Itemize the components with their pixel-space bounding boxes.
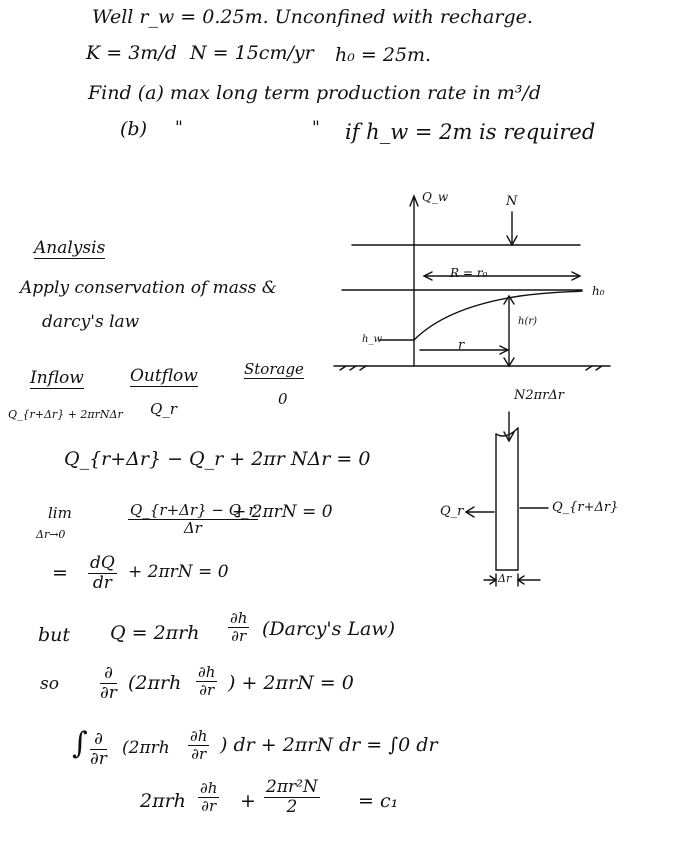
problem-part-b-label: (b) xyxy=(120,118,147,140)
limit-subscript: Δr→0 xyxy=(36,528,66,541)
darcy-denominator: ∂r xyxy=(231,626,247,645)
label-hw: h_w xyxy=(362,334,382,345)
inner-derivative-numerator: ∂h xyxy=(198,663,216,681)
drawdown-curve xyxy=(414,291,582,340)
label-qw: Q_w xyxy=(422,190,449,204)
equation-6-rest: ) dr + 2πrN dr = ∫0 dr xyxy=(220,734,438,756)
storage-heading: Storage xyxy=(244,360,304,378)
analysis-title: Analysis xyxy=(34,238,106,258)
problem-line-1: Well r_w = 0.25m. Unconfined with recharge. xyxy=(92,6,533,28)
analysis-line-1: Apply conservation of mass & xyxy=(20,278,277,298)
label-r-equals-r0: R = r₀ xyxy=(450,266,488,280)
equation-5-middle: (2πrh xyxy=(128,672,182,694)
inflow-value: Q_{r+Δr} + 2πrNΔr xyxy=(8,408,123,421)
problem-part-b-text: if h_w = 2m is required xyxy=(345,120,596,144)
problem-h0-value: h₀ = 25m. xyxy=(335,44,432,66)
equation-6-middle: (2πrh xyxy=(122,738,170,758)
equation-7-lhs: 2πrh xyxy=(140,790,186,812)
storage-value: 0 xyxy=(278,390,288,408)
but-label: but xyxy=(38,624,71,646)
equals-sign: = xyxy=(52,562,68,584)
integral-inner-numerator: ∂h xyxy=(190,727,208,745)
outer-derivative-numerator: ∂ xyxy=(100,664,117,684)
integral-derivative-denominator: ∂r xyxy=(90,748,107,769)
equation-5-rest: ) + 2πrN = 0 xyxy=(228,672,354,694)
equation-3-rest: + 2πrN = 0 xyxy=(128,562,229,582)
equation-7-derivative-numerator: ∂h xyxy=(200,779,218,797)
problem-k-value: K = 3m/d xyxy=(86,42,177,64)
label-qr: Q_r xyxy=(440,504,464,519)
analysis-line-2: darcy's law xyxy=(42,312,140,332)
problem-n-value: N = 15cm/yr xyxy=(190,42,314,64)
integral-sign: ∫ xyxy=(72,726,88,761)
outer-derivative-denominator: ∂r xyxy=(100,682,117,703)
label-n2pir-dr: N2πrΔr xyxy=(514,388,565,403)
limit-fraction-denominator: Δr xyxy=(183,518,202,537)
outflow-value: Q_r xyxy=(150,400,177,418)
limit-label: lim xyxy=(48,504,72,522)
recharge-numerator: 2πr²N xyxy=(266,777,318,797)
darcy-lhs: Q = 2πrh xyxy=(110,622,200,644)
darcy-numerator: ∂h xyxy=(230,609,248,627)
label-n: N xyxy=(506,194,518,209)
limit-rest: + 2πrN = 0 xyxy=(232,502,333,522)
label-r: r xyxy=(458,338,465,353)
ditto-mark-2: " xyxy=(312,118,320,138)
outflow-heading: Outflow xyxy=(130,366,198,386)
plus-sign: + xyxy=(240,790,256,812)
label-h0: h₀ xyxy=(592,284,605,298)
limit-fraction-numerator: Q_{r+Δr} − Q_r xyxy=(130,501,256,519)
so-label: so xyxy=(40,674,59,694)
integral-derivative-numerator: ∂ xyxy=(90,730,107,750)
inner-derivative-denominator: ∂r xyxy=(199,680,215,699)
label-dr: Δr xyxy=(498,572,512,585)
equation-7-rest: = c₁ xyxy=(358,790,399,812)
darcy-law-note: (Darcy's Law) xyxy=(262,618,396,640)
integral-inner-denominator: ∂r xyxy=(191,744,207,763)
dq-numerator: dQ xyxy=(90,553,115,573)
recharge-denominator: 2 xyxy=(286,796,298,817)
label-qr-plus-dr: Q_{r+Δr} xyxy=(552,500,619,515)
equation-7-derivative-denominator: ∂r xyxy=(201,796,217,815)
problem-line-3: Find (a) max long term production rate in m³/d xyxy=(88,82,541,104)
ditto-mark-1: " xyxy=(175,118,183,138)
dr-denominator: dr xyxy=(92,572,112,593)
inflow-heading: Inflow xyxy=(30,368,84,388)
equation-mass-balance: Q_{r+Δr} − Q_r + 2πr NΔr = 0 xyxy=(64,448,371,470)
label-h-of-r: h(r) xyxy=(518,316,538,327)
